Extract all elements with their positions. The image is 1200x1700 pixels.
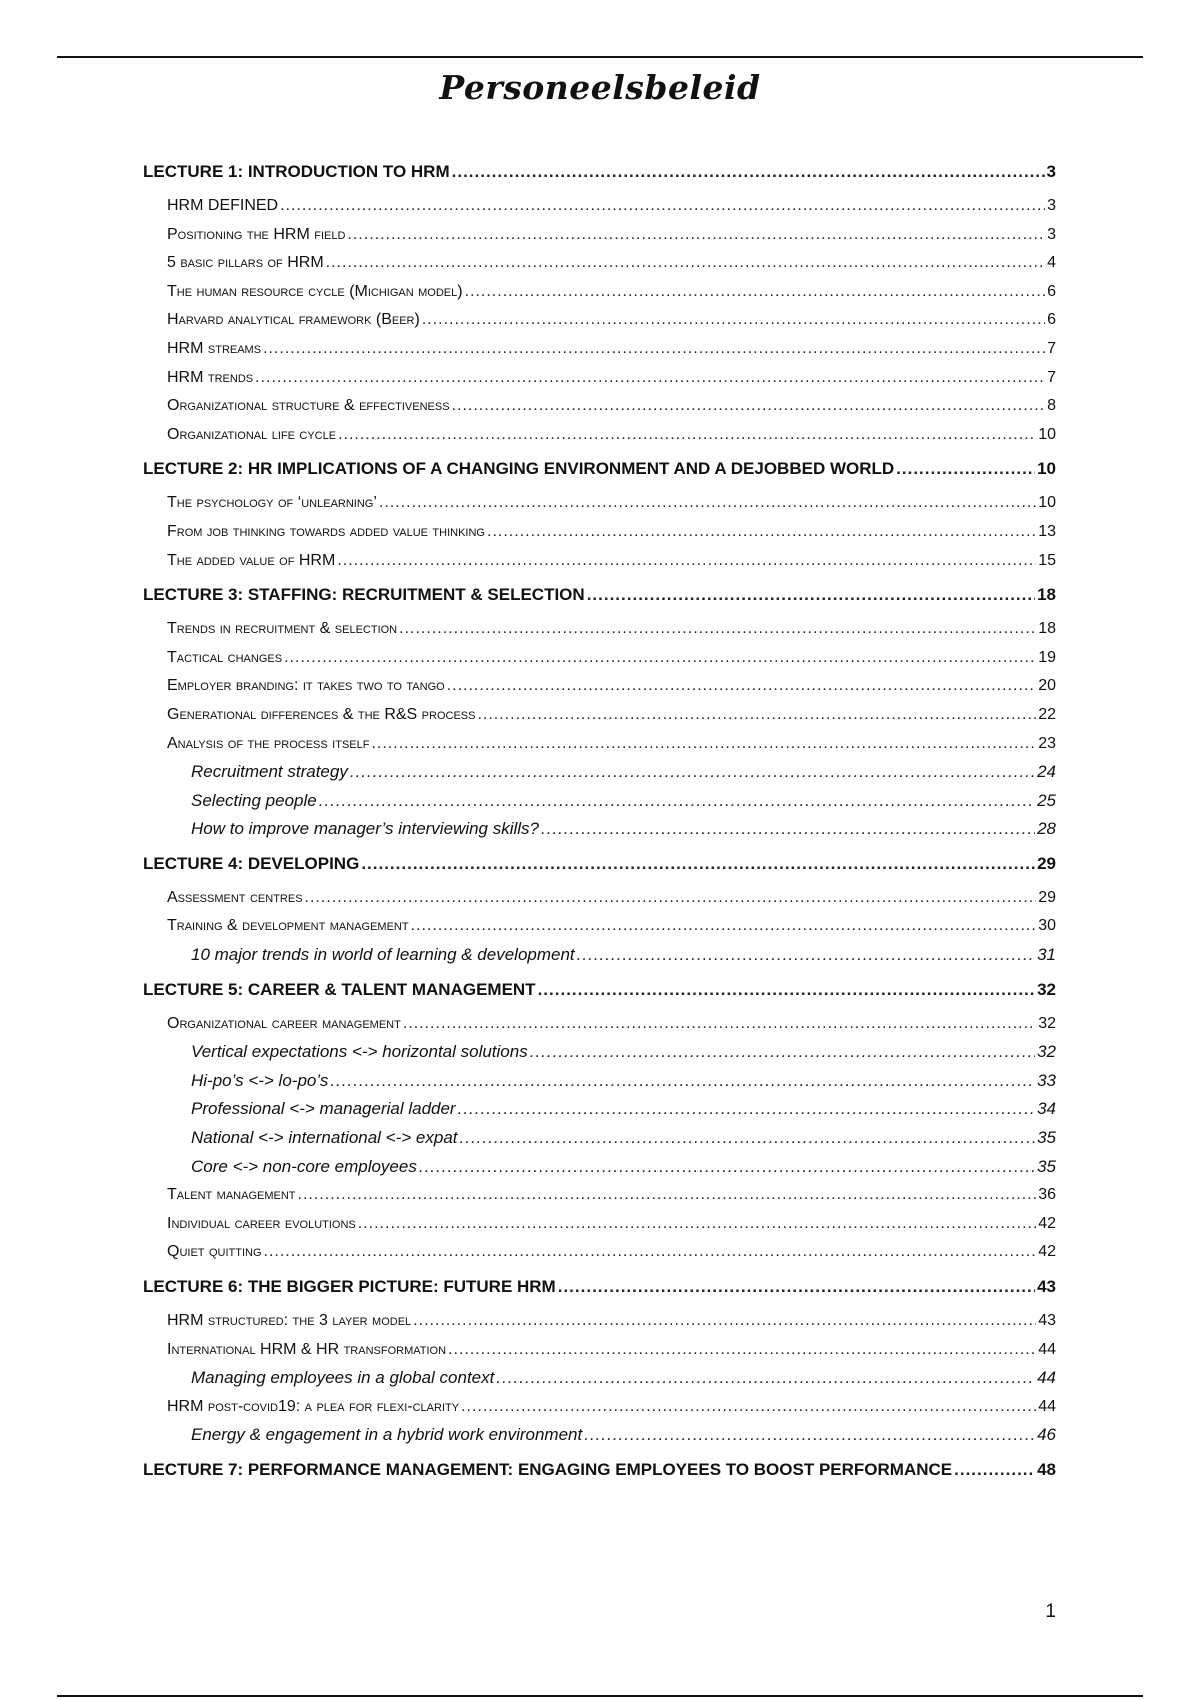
toc-subsection-entry[interactable] [143,815,1056,844]
toc-entry-page: 23 [1038,734,1056,752]
toc-entry-page: 3 [1047,225,1056,243]
toc-chapter-entry[interactable] [143,449,1056,489]
dot-leader [587,575,1035,615]
dot-leader [577,941,1035,970]
toc-entry-label: Generational differences & the R&S process [167,705,476,723]
dot-leader [361,844,1035,884]
dot-leader [584,1421,1035,1450]
toc-section-entry[interactable] [143,518,1056,547]
toc-entry-label: Energy & engagement in a hybrid work environment [191,1425,583,1445]
toc-entry-page: 4 [1047,254,1056,272]
toc-chapter-entry[interactable] [143,1450,1056,1490]
toc-entry-label: Employer branding: it takes two to tango [167,677,445,695]
dot-leader [330,1067,1035,1096]
toc-entry-page: 35 [1037,1128,1056,1148]
toc-entry-page: 43 [1038,1312,1056,1329]
dot-leader [558,1267,1035,1307]
toc-entry-label: Quiet quitting [167,1243,262,1261]
dot-leader [541,815,1035,844]
toc-entry-label: HRM DEFINED [167,197,279,214]
toc-subsection-entry[interactable] [143,1364,1056,1393]
toc-chapter-entry[interactable] [143,970,1056,1010]
toc-section-entry[interactable] [143,547,1056,576]
toc-entry-label: Recruitment strategy [191,762,348,782]
toc-section-entry[interactable] [143,192,1056,221]
dot-leader [538,970,1036,1010]
toc-section-entry[interactable] [143,1181,1056,1210]
dot-leader [461,1393,1036,1422]
document-title: Personeelsbeleid [439,68,761,107]
toc-entry-label: HRM post-covid19: a plea for flexi-clarity [167,1397,460,1415]
toc-subsection-entry[interactable] [143,1095,1056,1124]
toc-entry-label: 10 major trends in world of learning & development [191,945,575,965]
toc-section-entry[interactable] [143,421,1056,450]
toc-entry-label: Hi-po’s <-> lo-po’s [191,1070,329,1090]
toc-section-entry[interactable] [143,912,1056,941]
toc-entry-label: LECTURE 6: THE BIGGER PICTURE: FUTURE HRM [143,1277,556,1296]
dot-leader [326,249,1045,278]
dot-leader [487,518,1036,547]
toc-entry-page: 7 [1047,368,1056,386]
toc-entry-page: 10 [1037,459,1056,479]
toc-entry-label: From job thinking towards added value thinking [167,522,485,540]
toc-entry-label: HRM streams [167,339,262,357]
dot-leader [419,1153,1035,1182]
dot-leader [305,884,1037,913]
toc-entry-label: Organizational structure & effectiveness [167,397,450,415]
toc-section-entry[interactable] [143,672,1056,701]
dot-leader [448,1336,1036,1365]
toc-entry-label: LECTURE 5: CAREER & TALENT MANAGEMENT [143,979,536,999]
toc-entry-label: Selecting people [191,790,317,810]
toc-subsection-entry[interactable] [143,1038,1056,1067]
toc-entry-page: 29 [1038,888,1056,906]
toc-entry-page: 6 [1047,282,1056,300]
toc-entry-label: How to improve manager’s interviewing skills? [191,819,540,839]
toc-section-entry[interactable] [143,306,1056,335]
dot-leader [496,1364,1035,1393]
toc-entry-label: The human resource cycle (Michigan model) [167,282,463,300]
toc-entry-label: Managing employees in a global context [191,1368,495,1388]
toc-entry-page: 3 [1047,197,1056,214]
bottom-rule [57,1695,1143,1697]
dot-leader [337,547,1036,576]
toc-subsection-entry[interactable] [143,1124,1056,1153]
dot-leader [371,730,1036,759]
toc-entry-page: 25 [1037,790,1056,810]
dot-leader [263,335,1045,364]
page-number: 1 [1045,1601,1056,1622]
toc-entry-label: LECTURE 2: HR IMPLICATIONS OF A CHANGING ENVIRONMENT AND A DEJOBBED WORLD [143,459,895,479]
toc-entry-label: International HRM & HR transformation [167,1340,447,1358]
toc-entry-page: 32 [1037,1042,1056,1062]
top-rule [57,56,1143,58]
dot-leader [458,1095,1035,1124]
toc-section-entry[interactable] [143,884,1056,913]
dot-leader [530,1038,1035,1067]
dot-leader [264,1238,1037,1267]
toc-section-entry[interactable] [143,1010,1056,1039]
dot-leader [347,221,1045,250]
toc-entry-page: 32 [1037,979,1056,999]
toc-section-entry[interactable] [143,1393,1056,1422]
toc-section-entry[interactable] [143,615,1056,644]
toc-entry-page: 48 [1037,1459,1056,1479]
toc-entry-page: 15 [1038,551,1056,569]
toc-entry-label: The psychology of ‘unlearning’ [167,494,377,512]
toc-entry-page: 7 [1047,339,1056,357]
toc-entry-page: 20 [1038,677,1056,695]
dot-leader [280,192,1045,221]
toc-entry-label: Talent management [167,1186,296,1204]
dot-leader [452,392,1046,421]
toc-entry-page: 32 [1038,1014,1056,1032]
dot-leader [447,672,1037,701]
toc-section-entry[interactable] [143,1210,1056,1239]
toc-section-entry[interactable] [143,730,1056,759]
toc-entry-label: Vertical expectations <-> horizontal solutions [191,1042,528,1062]
toc-subsection-entry[interactable] [143,941,1056,970]
toc-chapter-entry[interactable] [143,152,1056,192]
toc-entry-label: National <-> international <-> expat [191,1128,458,1148]
toc-entry-page: 35 [1037,1156,1056,1176]
table-of-contents [143,152,1056,1490]
toc-entry-label: Individual career evolutions [167,1214,356,1232]
toc-section-entry[interactable] [143,221,1056,250]
dot-leader [460,1124,1036,1153]
dot-leader [338,421,1036,450]
toc-section-entry[interactable] [143,701,1056,730]
toc-entry-page: 42 [1038,1214,1056,1232]
toc-entry-label: HRM structured: the 3 layer model [167,1312,412,1329]
dot-leader [284,644,1036,673]
dot-leader [896,449,1035,489]
toc-entry-label: LECTURE 7: PERFORMANCE MANAGEMENT: ENGAGING EMPLOYEES TO BOOST PERFORMANCE [143,1459,953,1479]
dot-leader [465,278,1046,307]
toc-section-entry[interactable] [143,1238,1056,1267]
dot-leader [413,1307,1036,1336]
toc-entry-label: The added value of HRM [167,551,336,569]
toc-entry-page: 44 [1038,1340,1056,1358]
toc-entry-page: 8 [1047,397,1056,415]
dot-leader [954,1450,1035,1490]
toc-chapter-entry[interactable] [143,844,1056,884]
toc-entry-label: Trends in recruitment & selection [167,620,398,638]
dot-leader [298,1181,1037,1210]
toc-entry-page: 10 [1038,425,1056,443]
toc-entry-label: LECTURE 3: STAFFING: RECRUITMENT & SELECTION [143,585,585,605]
toc-chapter-entry[interactable] [143,575,1056,615]
toc-section-entry[interactable] [143,335,1056,364]
toc-subsection-entry[interactable] [143,1153,1056,1182]
dot-leader [319,787,1035,816]
dot-leader [358,1210,1036,1239]
toc-entry-page: 6 [1047,311,1056,329]
toc-entry-page: 46 [1037,1425,1056,1445]
toc-entry-label: Core <-> non-core employees [191,1156,417,1176]
toc-subsection-entry[interactable] [143,1421,1056,1450]
toc-entry-page: 22 [1038,705,1056,723]
dot-leader [422,306,1045,335]
toc-entry-label: Organizational career management [167,1014,401,1032]
toc-section-entry[interactable] [143,1336,1056,1365]
toc-entry-page: 43 [1037,1277,1056,1296]
toc-entry-label: Assessment centres [167,888,303,906]
toc-entry-label: LECTURE 1: INTRODUCTION TO HRM [143,162,450,181]
toc-subsection-entry[interactable] [143,1067,1056,1096]
toc-entry-page: 34 [1037,1099,1056,1119]
toc-section-entry[interactable] [143,1307,1056,1336]
toc-entry-page: 3 [1046,162,1056,181]
toc-entry-page: 18 [1037,585,1056,605]
toc-entry-page: 13 [1038,522,1056,540]
toc-chapter-entry[interactable] [143,1267,1056,1307]
toc-entry-label: 5 basic pillars of HRM [167,254,324,272]
toc-entry-page: 44 [1037,1368,1056,1388]
toc-section-entry[interactable] [143,392,1056,421]
toc-entry-label: Analysis of the process itself [167,734,370,752]
toc-entry-label: Professional <-> managerial ladder [191,1099,456,1119]
toc-entry-label: Training & development management [167,917,409,935]
toc-entry-page: 28 [1037,819,1056,839]
dot-leader [399,615,1036,644]
toc-entry-page: 19 [1038,648,1056,666]
toc-entry-page: 18 [1038,620,1056,638]
toc-section-entry[interactable] [143,249,1056,278]
dot-leader [350,758,1035,787]
toc-entry-page: 33 [1037,1070,1056,1090]
dot-leader [452,152,1045,192]
dot-leader [411,912,1037,941]
dot-leader [379,489,1036,518]
toc-entry-label: LECTURE 4: DEVELOPING [143,853,360,873]
dot-leader [403,1010,1036,1039]
toc-section-entry[interactable] [143,644,1056,673]
toc-entry-label: Tactical changes [167,648,283,666]
toc-entry-label: Organizational life cycle [167,425,337,443]
dot-leader [255,364,1045,393]
toc-section-entry[interactable] [143,278,1056,307]
toc-entry-label: Harvard analytical framework (Beer) [167,311,420,329]
toc-section-entry[interactable] [143,489,1056,518]
toc-entry-label: Positioning the HRM field [167,225,346,243]
toc-entry-page: 24 [1037,762,1056,782]
toc-section-entry[interactable] [143,364,1056,393]
toc-entry-page: 42 [1038,1243,1056,1261]
toc-entry-page: 10 [1038,494,1056,512]
dot-leader [477,701,1036,730]
toc-subsection-entry[interactable] [143,758,1056,787]
toc-entry-page: 29 [1037,853,1056,873]
toc-entry-page: 44 [1038,1397,1056,1415]
toc-entry-page: 30 [1038,917,1056,935]
toc-entry-label: HRM trends [167,368,254,386]
toc-entry-page: 36 [1038,1186,1056,1204]
toc-entry-page: 31 [1037,945,1056,965]
toc-subsection-entry[interactable] [143,787,1056,816]
